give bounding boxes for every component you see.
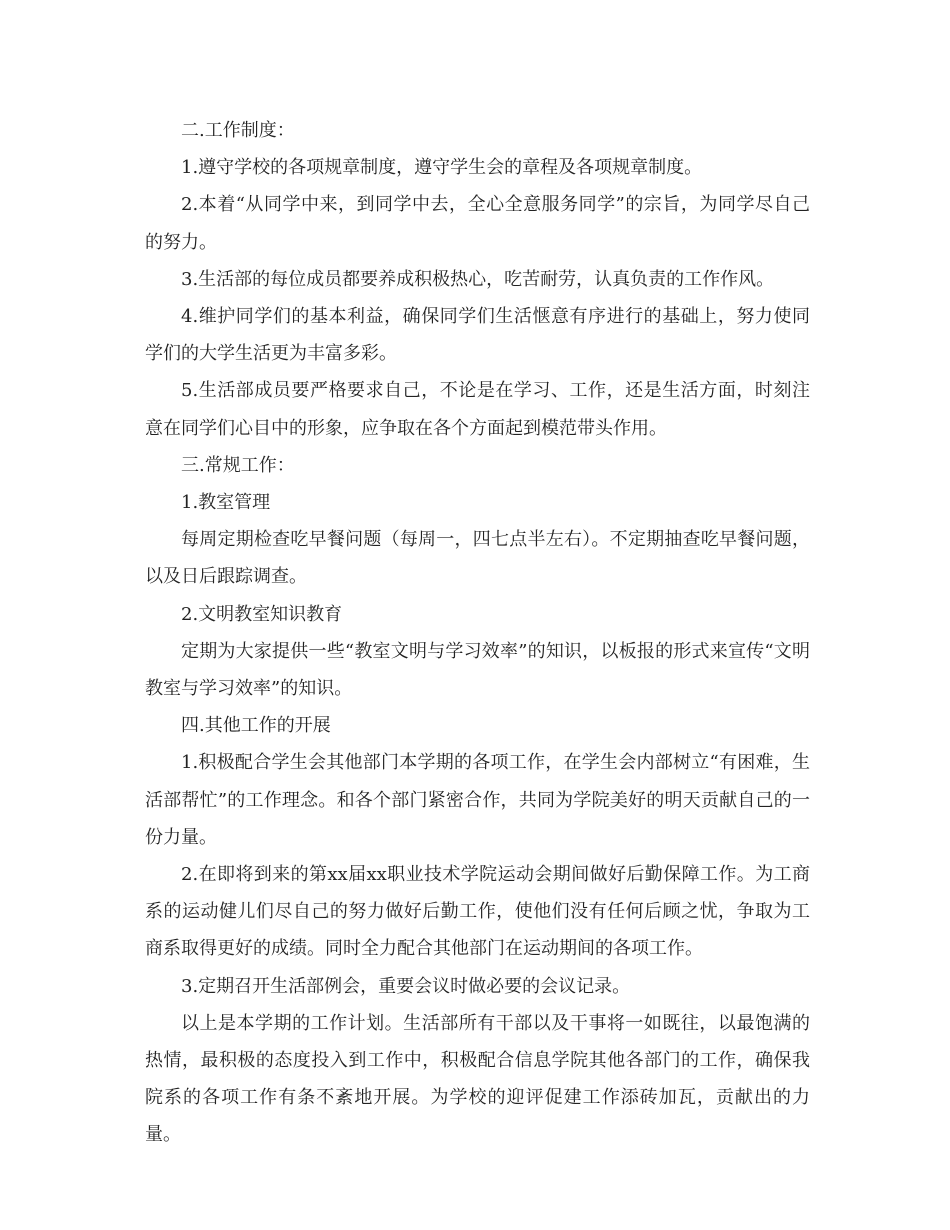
rule-item-3: 3.生活部的每位成员都要养成积极热心，吃苦耐劳，认真负责的工作作风。 [181,268,775,290]
routine-item-1-body: 每周定期检查吃早餐问题（每周一，四七点半左右）。不定期抽查吃早餐问题，以及日后跟踪调查。 [145,529,810,588]
rule-item-1: 1.遵守学校的各项规章制度，遵守学生会的章程及各项规章制度。 [181,157,703,179]
section-heading-other-work: 四.其他工作的开展 [181,715,331,737]
routine-item-2-body: 定期为大家提供一些“教室文明与学习效率”的知识，以板报的形式来宣传“文明教室与学习效率”的知识。 [145,640,810,700]
document-body [145,112,810,1154]
routine-item-1-title: 1.教室管理 [181,492,271,514]
rule-item-5: 5.生活部成员要严格要求自己，不论是在学习、工作，还是生活方面，时刻注意在同学们心目中的形象，应争取在各个方面起到模范带头作用。 [145,380,810,439]
other-item-2: 2.在即将到来的第xx届xx职业技术学院运动会期间做好后勤保障工作。为工商系的运动健儿们尽自己的努力做好后勤工作，使他们没有任何后顾之忧，争取为工商系取得更好的成绩。同时全力配合其他部门在运动期间的各项工作。 [145,864,810,960]
routine-item-2-title: 2.文明教室知识教育 [181,603,343,625]
closing-paragraph: 以上是本学期的工作计划。生活部所有干部以及干事将一如既往，以最饱满的热情，最积极的态度投入到工作中，积极配合信息学院其他各部门的工作，确保我院系的各项工作有条不紊地开展。为学校的迎评促建工作添砖加瓦，贡献出的力量。 [145,1012,810,1146]
rule-item-4: 4.维护同学们的基本利益，确保同学们生活惬意有序进行的基础上，努力使同学们的大学生活更为丰富多彩。 [145,306,810,365]
other-item-3: 3.定期召开生活部例会，重要会议时做必要的会议记录。 [181,975,631,997]
section-heading-routine-work: 三.常规工作： [181,454,295,476]
section-heading-work-rules: 二.工作制度： [181,120,295,141]
rule-item-2: 2.本着“从同学中来，到同学中去，全心全意服务同学”的宗旨，为同学尽自己的努力。 [145,194,810,253]
other-item-1: 1.积极配合学生会其他部门本学期的各项工作，在学生会内部树立“有困难，生活部帮忙”的工作理念。和各个部门紧密合作，共同为学院美好的明天贡献自己的一份力量。 [145,752,810,848]
